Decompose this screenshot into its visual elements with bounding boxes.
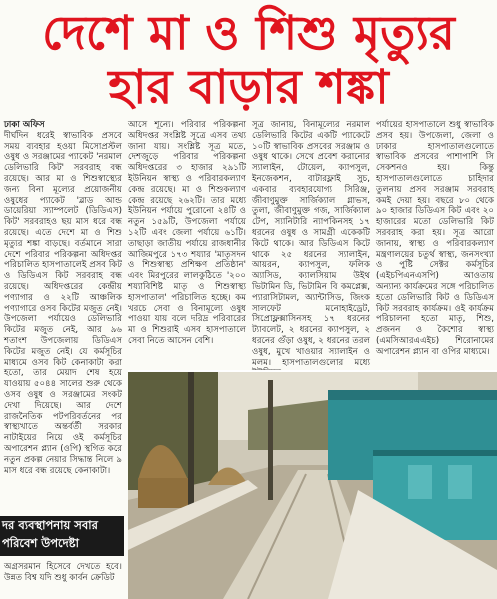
article-column-1 (4, 120, 122, 516)
related-headline-line-1: দর ব্যবস্থাপনায় সবার (2, 518, 98, 532)
article-text-col-2: আসে শূন্যে। পরিবার পরিকল্পনা অধিদপ্তর সংশ্লিষ্ট সূত্রে এসব তথ্য জানা যায়। সংশ্লিষ্ট সূত্র মতে, দেশজুড়ে পরিবার পরিকল্পনা অধিদপ্তরের ৩ হাজার ২৯১টি ইউনিয়ন স্বাস্থ্য ও পরিবারকল্যাণ কেন্দ্র রয়েছে। মা ও শিশুকল্যাণ কেন্দ্র রয়েছে ২৬২টি। তার মধ্যে ইউনিয়ন পর্যায়ে পুরোনো ২৪টি ও নতুন ১৫৯টি, উপজেলা পর্যায়ে ১২টি এবং জেলা পর্যায়ে ৬১টি। তাছাড়া জাতীয় পর্যায়ে রাজধানীর আজিমপুরে ১৭৩ শয্যার 'মাতৃসদন ও শিশুস্বাস্থ্য প্রশিক্ষণ প্রতিষ্ঠান' এবং মিরপুরের লালকুঠিতে '২০০ শয্যাবিশিষ্ট মাতৃ ও শিশুস্বাস্থ্য হাসপাতাল' পরিচালিত হচ্ছে। কম খরচে সেবা ও বিনামূল্যে ওষুধ পাওয়া যায় বলে দরিদ্র পরিবারের মা ও শিশুরাই এসব হাসপাতালে সেবা নিতে আসেন বেশি। (128, 120, 246, 346)
headline (0, 0, 497, 118)
article-column-2 (128, 120, 246, 368)
related-headline-line-2: পরিবেশ উপদেষ্টা (2, 536, 79, 550)
related-news-box (0, 516, 126, 599)
article-column-3 (252, 120, 370, 368)
photo-illustration (128, 370, 497, 599)
article-text-col-4: পর্যায়ের হাসপাতালে শুধু স্বাভাবিক প্রসব হয়। উপজেলা, জেলা ও ঢাকার হাসপাতালগুলোতে স্বাভাবিক প্রসবের পাশাপাশি সি সেকশনও হয়। কিন্তু হাসপাতালগুলোতে চাহিদার তুলনায় প্রসব সরঞ্জাম সরবরাহ কমই দেয়া হয়। বছরে ৮০ থেকে ৯০ হাজার ডিডিএস কিট এবং ২০ হাজারের মতো ডেলিভারি কিট সরবরাহ করা হয়। সূত্র আরো জানায়, স্বাস্থ্য ও পরিবারকল্যাণ মন্ত্রণালয়ের চতুর্থ স্বাস্থ্য, জনসংখ্যা ও পুষ্টি সেক্টর কর্মসূচির (এইচপিএনএসপি) আওতায় অন্যান্য কার্যক্রমের সঙ্গে পরিচালিত হতো ডেলিভারি কিট ও ডিডিএস কিট সরবরাহ কার্যক্রম। ওই কার্যক্রম পরিচালনা হতো মাতৃ, শিশু, প্রজনন ও কৈশোর স্বাস্থ্য (এমসিআরএএইচ) শিরোনামের অপারেশন প্ল্যান বা ওপির মাধ্যমে। (376, 120, 494, 357)
headline-line-2: হার বাড়ার শঙ্কা (108, 60, 389, 115)
article-text-col-1: দীর্ঘদিন ধরেই স্বাভাবিক প্রসবে সময় ব্যবহার হওয়া মিসোপ্রস্টল ওষুধ ও সরঞ্জামের প্যাকেট 'নরমাল ডেলিভারি কিট' সরবরাহ বন্ধ রয়েছে। আর মা ও শিশুস্বাস্থ্যের জন্য বিনা মূল্যের প্রয়োজনীয় ওষুধের প্যাকেট 'ব্লাড আন্ড ডায়েরিয়া স্যাম্পলেট (ডিডিএস) কিট' সরবরাহও ছয় মাস ধরে বন্ধ রয়েছে। এতে দেশে মা ও শিশু মৃত্যুর শঙ্কা বাড়ছে। বর্তমানে সারা দেশে পরিবার পরিকল্পনা অধিদপ্তর পরিচালিত হাসপাতালেই প্রসব কিট ও ডিডিএস কিট সরবরাহ বন্ধ রয়েছে। অধিদপ্তরের কেন্দ্রীয় পণ্যাগার ও ২২টি আঞ্চলিক পণ্যাগারে ওসব কিটের মজুত নেই। উপজেলা পর্যায়েও ডেলিভারি কিটের মজুত নেই, আর ৯৬ শতাংশ উপজেলায় ডিডিএস কিটের মজুত নেই। যে কর্মসূচির মাধ্যমে ওসব কিট কেনাকাটা করা হতো, তার মেয়াদ শেষ হয়ে যাওয়ায় ৫০৪৪ সালের শুরু থেকে ওসব ওষুধ ও সরঞ্জামের সংকট দেখা দিয়েছে। আর দেশে রাজনৈতিক পটপরিবর্তনের পর স্বাস্থ্যখাতে অন্তর্বর্তী সরকার নাটাইয়ের নিয়ে ওই কর্মসূচির অপারেশন প্ল্যান (ওপি) স্থগিত করে নতুন প্রকল্প নেয়ার সিদ্ধান্ত নিলে ৯ মাস ধরে বন্ধ রয়েছে কেনাকাটা। (4, 130, 122, 476)
article-column-4 (376, 120, 494, 368)
dateline: ঢাকা অফিস (4, 120, 45, 130)
article-text-col-3: সূত্র জানায়, বিনামূল্যের নরমাল ডেলিভারি কিটের একটি প্যাকেটে ১০টি স্বাভাবিক প্রসবের সরঞ্জাম ও ওষুধ থাকে। সেখে প্রবেশ করানোর স্যালাইন, টোয়েল, ক্যাপসুল, ইনজেকশন, বাটারফ্লাই সুচ, একবার ব্যবহারযোগ্য সিরিঞ্জ, জীবাণুমুক্ত সার্জিক্যাল গ্লাভস, তুলা, জীবাণুমুক্ত গজ, সার্জিক্যাল টেপ, স্যানিটারি ন্যাপকিনসহ ১৭ ধরনের ওষুধ ও সামগ্রী একেকটি কিটে থাকে। আর ডিডিএস কিটে থাকে ২৫ ধরনের স্যালাইন, আয়রন, ক্যাপসুল, ফলিক অ্যাসিড, ক্যালসিয়াম উইথ ভিটামিন ডি, ভিটামিন বি কমপ্লেক্স, প্যারাসিটামল, অ্যান্টাসিড, জিংক সালফেট মনোহাইড্রেট, সিপ্রোফ্লক্সাসিনসহ ১৭ ধরনের ট্যাবলেট, ২ ধরনের ক্যাপসুল, ২ ধরনের গুঁড়া ওষুধ, ২ ধরনের তরল ওষুধ, মুখে খাওয়ার স্যালাইন ও মলম। হাসপাতালগুলোর মধ্যে (252, 120, 370, 368)
health-center-photo (128, 370, 497, 599)
related-news-text: অগ্রসরমান হিসেবে দেখতে হবে। উন্নত বিশ্ব যদি শুধু কার্বন ক্রেডিট (4, 562, 122, 583)
headline-line-1: দেশে মা ও শিশু মৃত্যুর (42, 6, 455, 61)
related-news-headline (0, 516, 124, 556)
